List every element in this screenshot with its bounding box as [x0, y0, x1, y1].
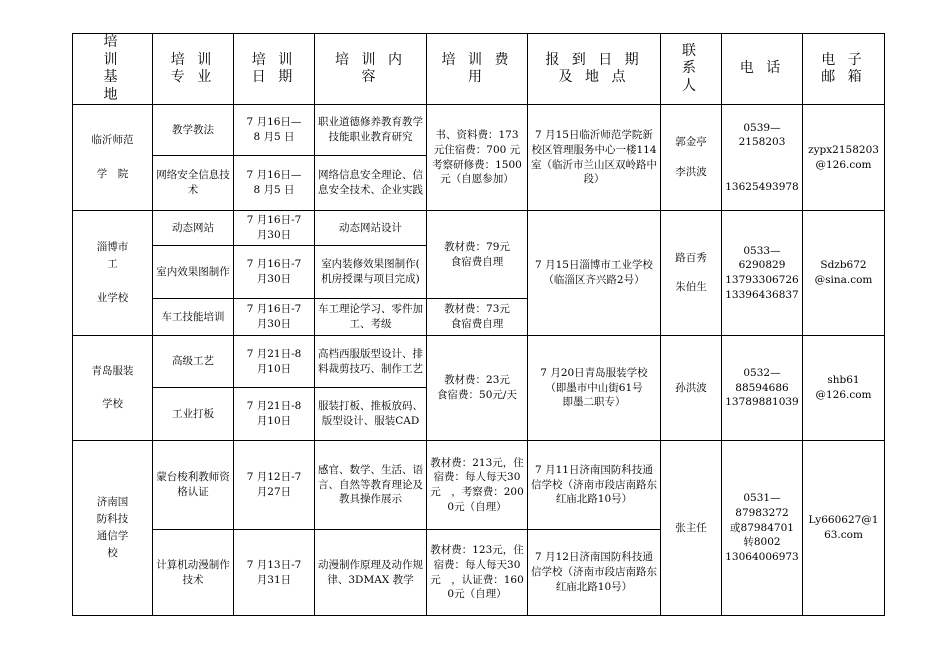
- major-cell: 蒙台梭利教师资格认证: [153, 441, 234, 530]
- major-cell: 计算机动漫制作技术: [153, 530, 234, 616]
- fee-cell: 书、资料费：173 元住宿费：700 元 考察研修费：1500元（自愿参加）: [427, 105, 528, 211]
- fee-cell: 教材费：123元，住宿费：每人每天30元 ，认证费：1600元（自理）: [427, 530, 528, 616]
- phone-cell: 0539— 2158203 13625493978: [722, 105, 803, 211]
- dates-cell: 7 月12日-7 月27日: [234, 441, 315, 530]
- major-cell: 工业打板: [153, 388, 234, 441]
- fee-cell: 教材费：213元，住宿费：每人每天30元 ，考察费：2000元（自理）: [427, 441, 528, 530]
- email-cell: Ly660627@163.com: [803, 441, 885, 616]
- email-cell: zypx2158203@126.com: [803, 105, 885, 211]
- report-cell: 7 月20日青岛服装学校 （即墨市中山街61号 即墨二职专）: [528, 336, 661, 441]
- report-cell: 7 月15日临沂师范学院新校区管理服务中心一楼114 室（临沂市兰山区双岭路中段）: [528, 105, 661, 211]
- major-cell: 车工技能培训: [153, 299, 234, 336]
- fee-cell: 教材费：79元 食宿费自理: [427, 211, 528, 299]
- table-row: [73, 441, 885, 530]
- content-cell: 车工理论学习、零件加工、考级: [315, 299, 427, 336]
- header-row: [73, 34, 885, 105]
- contact-cell: 郭金亭 李洪波: [661, 105, 722, 211]
- content-cell: 高档西服版型设计、排料裁剪技巧、制作工艺: [315, 336, 427, 388]
- phone-cell: 0532— 88594686 13789881039: [722, 336, 803, 441]
- header-training-base: 培 训 基 地: [73, 34, 153, 105]
- dates-cell: 7 月16日-7 月30日: [234, 211, 315, 246]
- training-base-cell: 青岛服装 学校: [73, 336, 153, 441]
- content-cell: 职业道德修养教育教学技能职业教育研究: [315, 105, 427, 156]
- table-row: [73, 336, 885, 388]
- phone-cell: 0531— 87983272 或87984701 转8002 13064006973: [722, 441, 803, 616]
- header-email: 电 子 邮 箱: [803, 34, 885, 105]
- training-base-cell: 淄博市 工 业学校: [73, 211, 153, 336]
- header-training-dates: 培 训 日 期: [234, 34, 315, 105]
- report-cell: 7 月15日淄博市工业学校（临淄区齐兴路2号）: [528, 211, 661, 336]
- header-report-date-location: 报 到 日 期 及 地 点: [528, 34, 661, 105]
- dates-cell: 7 月16日-7 月30日: [234, 246, 315, 299]
- table-row: [73, 105, 885, 156]
- major-cell: 室内效果图制作: [153, 246, 234, 299]
- content-cell: 动漫制作原理及动作规 律、3DMAX 教学: [315, 530, 427, 616]
- training-schedule-table: [72, 33, 885, 616]
- contact-cell: 路百秀 朱伯生: [661, 211, 722, 336]
- contact-cell: 张主任: [661, 441, 722, 616]
- email-cell: shb61 @126.com: [803, 336, 885, 441]
- training-base-cell: 济南国 防科技 通信学 校: [73, 441, 153, 616]
- dates-cell: 7 月16日— 8 月5 日: [234, 105, 315, 156]
- header-training-content: 培 训 内 容: [315, 34, 427, 105]
- content-cell: 感官、数学、生活、语言、自然等教育理论及教具操作展示: [315, 441, 427, 530]
- header-phone: 电 话: [722, 34, 803, 105]
- table-row: [73, 211, 885, 246]
- major-cell: 动态网站: [153, 211, 234, 246]
- contact-cell: 孙洪波: [661, 336, 722, 441]
- header-training-fee: 培 训 费 用: [427, 34, 528, 105]
- email-cell: Sdzb672 @sina.com: [803, 211, 885, 336]
- phone-cell: 0533— 6290829 13793306726 13396436837: [722, 211, 803, 336]
- report-cell: 7 月11日济南国防科技通信学校（济南市段店南路东红庙北路10号）: [528, 441, 661, 530]
- header-training-major: 培 训 专 业: [153, 34, 234, 105]
- dates-cell: 7 月16日— 8 月5 日: [234, 156, 315, 211]
- header-contact-person: 联 系 人: [661, 34, 722, 105]
- dates-cell: 7 月13日-7 月31日: [234, 530, 315, 616]
- major-cell: 高级工艺: [153, 336, 234, 388]
- fee-cell: 教材费：23元 食宿费：50元/天: [427, 336, 528, 441]
- content-cell: 网络信息安全理论、信息安全技术、企业实践: [315, 156, 427, 211]
- dates-cell: 7 月21日-8 月10日: [234, 388, 315, 441]
- dates-cell: 7 月21日-8 月10日: [234, 336, 315, 388]
- content-cell: 室内装修效果图制作( 机房授课与项目完成): [315, 246, 427, 299]
- dates-cell: 7 月16日-7 月30日: [234, 299, 315, 336]
- training-base-cell: 临沂师范 学 院: [73, 105, 153, 211]
- major-cell: 网络安全信息技术: [153, 156, 234, 211]
- major-cell: 教学教法: [153, 105, 234, 156]
- content-cell: 服装打板、推板放码、版型设计、服装CAD: [315, 388, 427, 441]
- fee-cell: 教材费：73元 食宿费自理: [427, 299, 528, 336]
- content-cell: 动态网站设计: [315, 211, 427, 246]
- report-cell: 7 月12日济南国防科技通信学校（济南市段店南路东红庙北路10号）: [528, 530, 661, 616]
